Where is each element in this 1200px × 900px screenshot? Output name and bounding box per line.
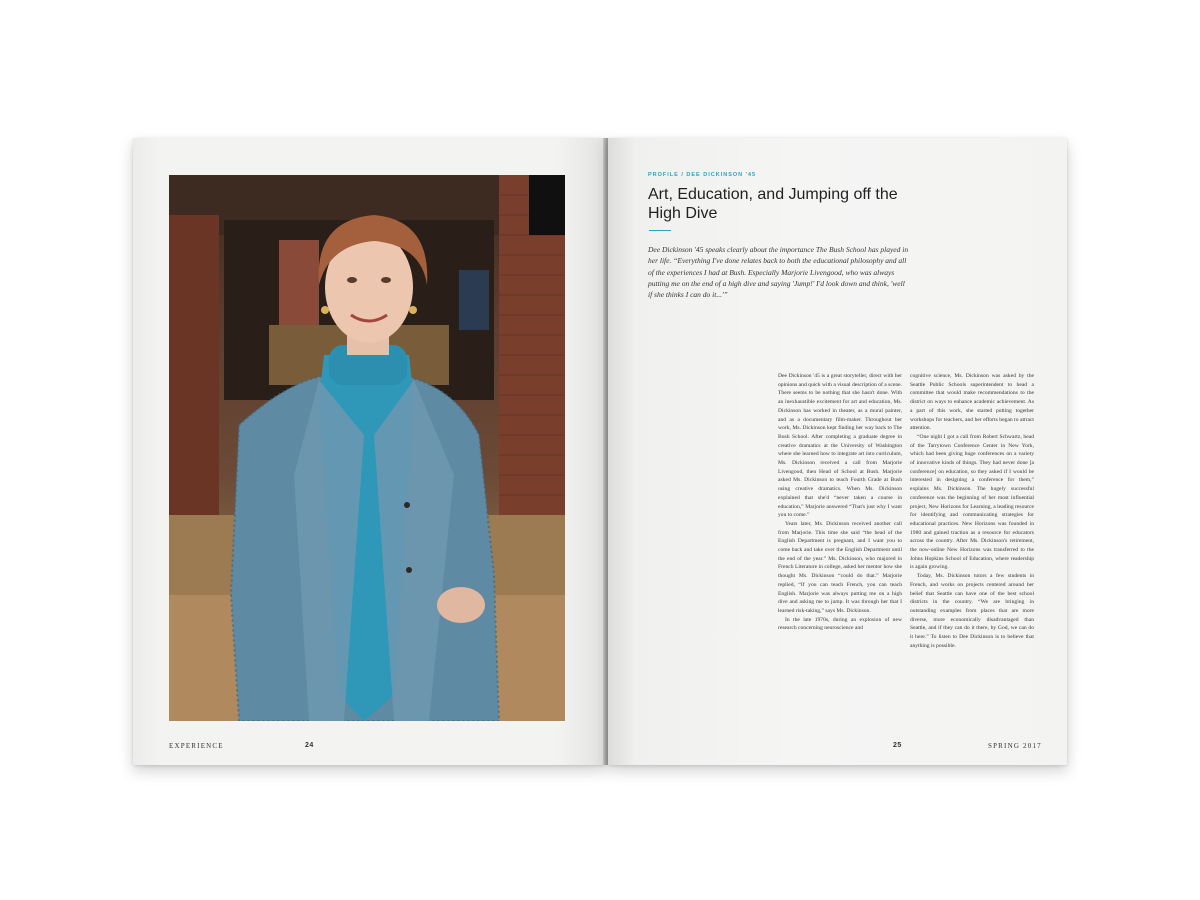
article-title: Art, Education, and Jumping off the High Dive [648, 186, 898, 222]
body-column-1 [778, 372, 902, 633]
paragraph: Years later, Ms. Dickinson received another call from Marjorie. This time she said “the head of the English Department is pregnant, and I want you to come back and take over the English Department until the end of the year.” Ms. Dickinson, who majored in French Literature in college, asked her mentor how she thought Ms. Dickinson “could do that.” Marjorie replied, “If you can teach French, you can teach English. Marjorie was always putting me on a high dive and asking me to jump. It was through her that I learned risk-taking,” says Ms. Dickinson. [778, 520, 902, 614]
right-page [608, 138, 1067, 765]
left-footer-label: EXPERIENCE [169, 742, 224, 750]
left-page-number: 24 [305, 742, 314, 749]
paragraph: In the late 1970s, during an explosion of new research concerning neuroscience and [778, 616, 902, 632]
portrait-illustration [169, 175, 565, 721]
body-column-2 [910, 372, 1034, 651]
paragraph: cognitive science, Ms. Dickinson was asked by the Seattle Public Schools superintendent to head a committee that would make recommendations to the district on ways to enhance academic achievement. As a part of this work, she started putting together workshops for teachers, and her efforts began to attract attention. [910, 373, 1034, 432]
right-footer-label: SPRING 2017 [988, 742, 1042, 750]
section-kicker: PROFILE / DEE DICKINSON '45 [648, 172, 757, 178]
magazine-spread [133, 138, 1067, 765]
right-page-number: 25 [893, 742, 902, 749]
paragraph: Today, Ms. Dickinson tutors a few students in French, and works on projects centered around her belief that Seattle can have one of the best school districts in the country. “We are bringing in outstanding examples from places that are more diverse, more economically disadvantaged than Seattle, and if they can do it there, by God, we can do it here.” To listen to Dee Dickinson is to believe that anything is possible. [910, 573, 1034, 649]
article-lede: Dee Dickinson '45 speaks clearly about the importance The Bush School has played in her life. “Everything I've done relates back to both the educational philosophy and all of the experiences I had at Bush. Especially Marjorie Livengood, who was always putting me on the end of a high dive and saying 'Jump!' I'd look down and think, 'well if she thinks I can do it...'” [648, 245, 909, 300]
portrait-photo [169, 175, 565, 721]
paragraph: Dee Dickinson '45 is a great storyteller, direct with her opinions and quick with a visual description of a scene. There seems to be nothing that she hasn't done. With an inexhaustible excitement for art and education, Ms. Dickinson has worked in theater, as a mural painter, and as a documentary film-maker. Throughout her work, Ms. Dickinson kept finding her way back to The Bush School. After completing a graduate degree in creative dramatics at the University of Washington where she learned how to integrate art into curriculum, Ms. Dickinson received a call from Marjorie Livengood, then Head of School at Bush. Marjorie asked Ms. Dickinson to teach Fourth Grade at Bush using creative dramatics. When Ms. Dickinson explained that she'd “never taken a course in education,” Marjorie answered “That's just why I want you to come.” [778, 373, 902, 519]
left-page [133, 138, 605, 765]
paragraph: “One night I got a call from Robert Schwartz, head of the Tarrytown Conference Center in New York, which had been giving huge conferences on a variety of innovative kinds of things. They had never done [a conference] on education, so they asked if I would be interested in designing a conference for them,” explains Ms. Dickinson. The hugely successful conference was the beginning of her most influential project, New Horizons for Learning, a leading resource for identifying and communicating strategies for educational practices. New Horizons was founded in 1980 and gained traction as a resource for educators across the country. After Ms. Dickinson's retirement, the now-online New Horizons was transferred to the Johns Hopkins School of Education, where readership is again growing. [910, 433, 1034, 571]
title-rule [649, 230, 671, 231]
